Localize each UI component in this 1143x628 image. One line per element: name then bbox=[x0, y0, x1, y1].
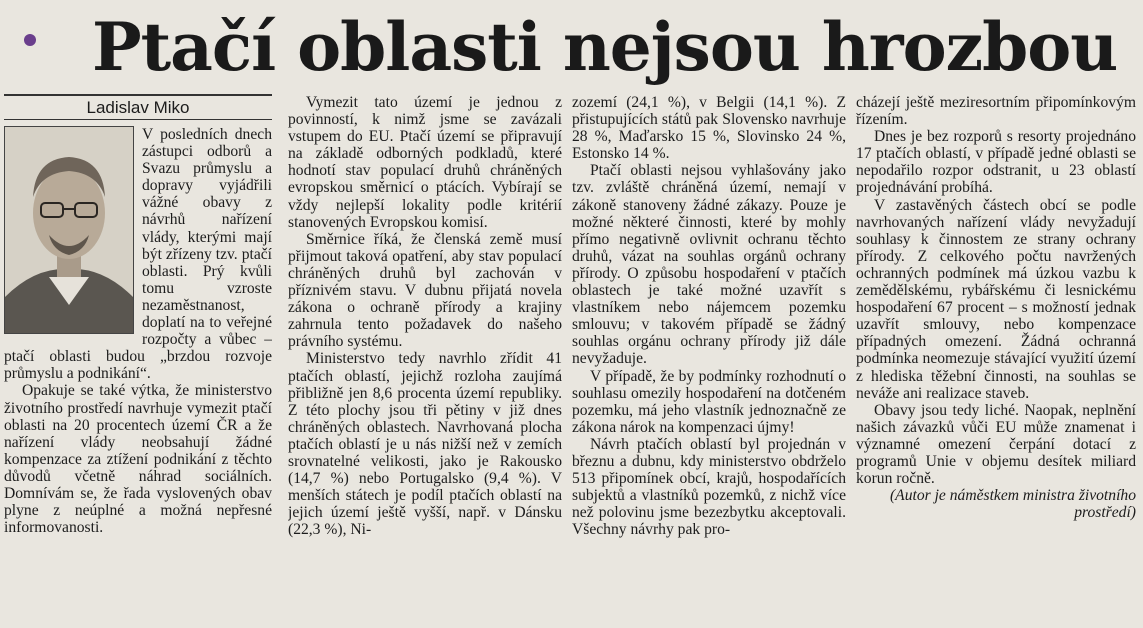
portrait-illustration bbox=[5, 127, 133, 333]
column-1 bbox=[4, 94, 272, 628]
paragraph: V zastavěných částech obcí se podle navrhovaných nařízení vlády nevyžadují souhlasy k činnostem ze strany ochrany přírody. Z celkového počtu navržených ochranných podmínek má úzkou vazbu k zemědělskému, rybářskému či lesnickému hospodaření 67 procent – s možností jednak uzavřít smlouvy, nebo kompenzace případných omezení. Žádná ochranná podmínka neomezuje stávající využití území z hlediska těžební činnosti, na souhlas se neváže ani realizace staveb. bbox=[856, 196, 1136, 402]
paragraph: cházejí ještě meziresortním připomínkovým řízením. bbox=[856, 94, 1136, 129]
paragraph: Vymezit tato území je jednou z povinností, k nimž jsme se zavázali vstupem do EU. Ptačí území se připravují na základě odborných podkladů, které hodnotí stav populací druhů chráněných evropskou směrnicí o ptácích. Vybírají se vždy nejlepší lokality podle kritérií stanovených Evropskou komisí. bbox=[288, 94, 562, 231]
paragraph: Opakuje se také výtka, že ministerstvo životního prostředí navrhuje vymezit ptačí oblasti na 20 procentech území ČR a že nařízení vlády neobsahují žádné kompenzace za ztížení podnikání z těchto důvodů včetně náhrad sociálních. Domnívám se, že řada vyslovených obav plyne z neúplné a možná nepřesné informovanosti. bbox=[4, 382, 272, 537]
paragraph: zozemí (24,1 %), v Belgii (14,1 %). Z přistupujících států pak Slovensko navrhuje 28 %, Maďarsko 15 %, Slovinsko 24 %, Estonsko 14 %. bbox=[572, 94, 846, 163]
paragraph: V posledních dnech zástupci odborů a Svazu průmyslu a dopravy vyjádřili vážné obavy z návrhů nařízení vlády, kterými mají být zřízeny tzv. ptačí oblasti. Prý kvůli tomu vzroste nezaměstnanost, doplatí na to veřejné rozpočty a vůbec – ptačí oblasti budou „brzdou rozvoje průmyslu a podnikání“. bbox=[4, 126, 272, 383]
column-2 bbox=[288, 94, 562, 628]
headline: Ptačí oblasti nejsou hrozbou bbox=[92, 8, 1118, 86]
paragraph: Dnes je bez rozporů s resorty projednáno 17 ptačích oblastí, v případě jedné oblasti se nepodařilo rozpor odstranit, u 23 oblastí projednávání probíhá. bbox=[856, 128, 1136, 197]
paragraph: Obavy jsou tedy liché. Naopak, neplnění našich závazků vůči EU může znamenat i významné omezení čerpání dotací z programů Unie v objemu desítek miliard korun ročně. bbox=[856, 401, 1136, 488]
paragraph: Ptačí oblasti nejsou vyhlašovány jako tzv. zvláště chráněná území, nemají v zákoně stanoveny žádné zákazy. Pouze je možné některé činnosti, které by mohly přímo negativně ovlivnit ochranu těchto druhů, vázat na souhlas orgánů ochrany přírody. O způsobu hospodaření v ptačích oblastech je také možné uzavřít s vlastníkem nebo nájemcem pozemku smlouvu; v takovém případě se žádný souhlas orgánu ochrany přírody již dále nevyžaduje. bbox=[572, 162, 846, 368]
author-byline: Ladislav Miko bbox=[4, 94, 272, 120]
author-photo bbox=[4, 126, 134, 334]
paragraph: V případě, že by podmínky rozhodnutí o souhlasu omezily hospodaření na dotčeném pozemku, má jeho vlastník jednoznačně ze zákona nárok na kompenzaci újmy! bbox=[572, 367, 846, 436]
column-3 bbox=[572, 94, 846, 628]
column-4 bbox=[856, 94, 1136, 628]
paragraph: Směrnice říká, že členská země musí přijmout taková opatření, aby stav populací chráněných druhů byl zachován v příznivém stavu. V dubnu přijatá novela zákona o ochraně přírody a krajiny zahrnula tento požadavek do našeho právního systému. bbox=[288, 230, 562, 351]
author-signature: (Autor je náměstkem ministra životního prostředí) bbox=[889, 487, 1136, 522]
paragraph: Návrh ptačích oblastí byl projednán v březnu a dubnu, kdy ministerstvo obdrželo 513 připomínek obcí, krajů, hospodařících subjektů a vlastníků pozemků, z nichž více než polovinu jsme bezezbytku akceptovali. Všechny návrhy pak pro- bbox=[572, 435, 846, 539]
paragraph: Ministerstvo tedy navrhlo zřídit 41 ptačích oblastí, jejichž rozloha zaujímá přibližně jen 8,6 procenta území republiky. Z této plochy jsou tři pětiny v již dnes chráněných oblastech. Navrhovaná plocha ptačích oblastí je u nás nižší než v zemích srovnatelné velikosti, jako je Rakousko (14,7 %) nebo Portugalsko (9,4 %). V menších státech je podíl ptačích oblastí na jejich území ještě vyšší, např. v Dánsku (22,3 %), Ni- bbox=[288, 350, 562, 539]
bullet-dot bbox=[24, 34, 36, 46]
